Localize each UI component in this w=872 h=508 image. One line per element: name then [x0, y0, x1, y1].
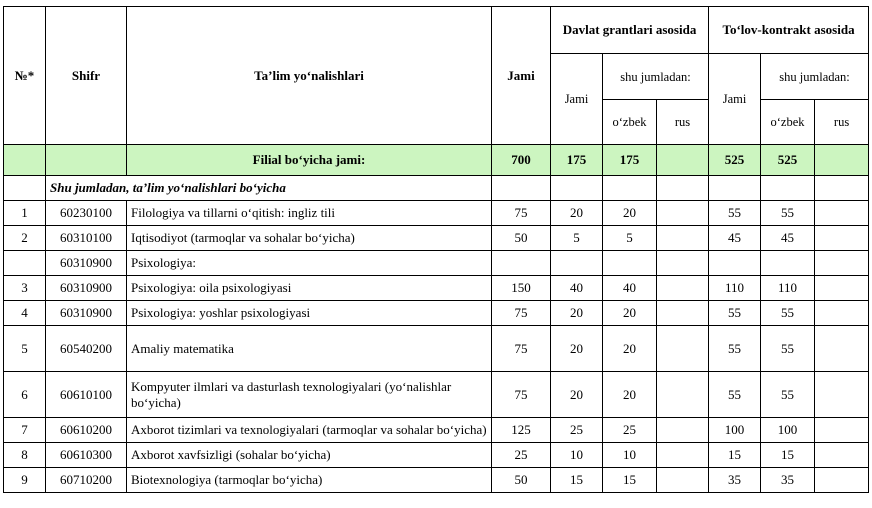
cell-c-uz: 110: [761, 276, 815, 301]
cell-g-ru: [657, 326, 709, 372]
cell-code: 60230100: [46, 201, 127, 226]
cell-c-ru: [815, 418, 869, 443]
summary-contract-ru: [815, 145, 869, 176]
cell-name: Psixologiya: yoshlar psixologiyasi: [127, 301, 492, 326]
cell-g-total: [551, 251, 603, 276]
cell-num: [4, 251, 46, 276]
cell-total: 50: [492, 468, 551, 493]
cell-num: 7: [4, 418, 46, 443]
cell-c-ru: [815, 468, 869, 493]
cell-name: Amaliy matematika: [127, 326, 492, 372]
cell-g-ru: [657, 276, 709, 301]
cell-c-uz: 55: [761, 201, 815, 226]
cell-total: 75: [492, 326, 551, 372]
cell-g-uz: 40: [603, 276, 657, 301]
header-contract-russian: rus: [815, 100, 869, 145]
cell-num: 1: [4, 201, 46, 226]
cell-c-uz: [761, 251, 815, 276]
cell-name: Psixologiya:: [127, 251, 492, 276]
cell-num: 8: [4, 443, 46, 468]
header-grant-uzbek: o‘zbek: [603, 100, 657, 145]
cell-c-ru: [815, 201, 869, 226]
cell-code: 60310900: [46, 251, 127, 276]
table-row: [4, 443, 869, 468]
cell-g-uz: [603, 251, 657, 276]
cell-name: Iqtisodiyot (tarmoqlar va sohalar bo‘yicha): [127, 226, 492, 251]
cell-g-uz: 20: [603, 301, 657, 326]
header-total: Jami: [492, 7, 551, 145]
cell-g-total: 20: [551, 372, 603, 418]
header-num: №*: [4, 7, 46, 145]
header-grant-group: Davlat grantlari asosida: [551, 7, 709, 54]
cell-g-ru: [657, 468, 709, 493]
cell-c-total: 15: [709, 443, 761, 468]
table-row: [4, 251, 869, 276]
cell-c-total: 100: [709, 418, 761, 443]
cell-c-uz: 100: [761, 418, 815, 443]
cell-code: 60610100: [46, 372, 127, 418]
summary-label: Filial bo‘yicha jami:: [127, 145, 492, 176]
header-contract-including: shu jumladan:: [761, 54, 869, 100]
cell-c-ru: [815, 276, 869, 301]
cell-name: Psixologiya: oila psixologiyasi: [127, 276, 492, 301]
cell-code: 60710200: [46, 468, 127, 493]
header-grant-including: shu jumladan:: [603, 54, 709, 100]
cell-c-uz: 35: [761, 468, 815, 493]
admission-quota-table: [3, 6, 869, 493]
cell-c-uz: 55: [761, 301, 815, 326]
cell-g-ru: [657, 418, 709, 443]
cell-g-total: 40: [551, 276, 603, 301]
header-contract-group: To‘lov-kontrakt asosida: [709, 7, 869, 54]
cell-g-uz: 10: [603, 443, 657, 468]
cell-g-total: 15: [551, 468, 603, 493]
cell-g-ru: [657, 372, 709, 418]
cell-g-uz: 20: [603, 326, 657, 372]
cell-name: Biotexnologiya (tarmoqlar bo‘yicha): [127, 468, 492, 493]
cell-g-ru: [657, 443, 709, 468]
cell-c-total: 45: [709, 226, 761, 251]
cell-g-ru: [657, 301, 709, 326]
cell-num: 3: [4, 276, 46, 301]
cell-name: Filologiya va tillarni o‘qitish: ingliz tili: [127, 201, 492, 226]
table-row: [4, 301, 869, 326]
table-row: [4, 468, 869, 493]
cell-g-total: 5: [551, 226, 603, 251]
cell-g-ru: [657, 251, 709, 276]
cell-c-ru: [815, 326, 869, 372]
cell-g-total: 25: [551, 418, 603, 443]
cell-code: 60310100: [46, 226, 127, 251]
cell-c-ru: [815, 372, 869, 418]
summary-total: 700: [492, 145, 551, 176]
cell-c-uz: 55: [761, 326, 815, 372]
cell-c-total: 110: [709, 276, 761, 301]
cell-total: 75: [492, 372, 551, 418]
cell-c-total: 55: [709, 201, 761, 226]
table-row: [4, 201, 869, 226]
summary-grant-ru: [657, 145, 709, 176]
cell-total: 50: [492, 226, 551, 251]
cell-g-uz: 20: [603, 201, 657, 226]
cell-num: 2: [4, 226, 46, 251]
cell-num: 5: [4, 326, 46, 372]
table-row: [4, 276, 869, 301]
cell-g-total: 20: [551, 201, 603, 226]
cell-c-total: 35: [709, 468, 761, 493]
cell-c-uz: 15: [761, 443, 815, 468]
cell-g-uz: 25: [603, 418, 657, 443]
cell-num: 6: [4, 372, 46, 418]
cell-c-total: 55: [709, 372, 761, 418]
cell-c-uz: 45: [761, 226, 815, 251]
table-row: [4, 372, 869, 418]
header-code: Shifr: [46, 7, 127, 145]
cell-c-ru: [815, 226, 869, 251]
header-field: Ta’lim yo‘nalishlari: [127, 7, 492, 145]
summary-grant-total: 175: [551, 145, 603, 176]
cell-code: 60540200: [46, 326, 127, 372]
cell-code: 60610200: [46, 418, 127, 443]
cell-total: 150: [492, 276, 551, 301]
cell-c-total: 55: [709, 301, 761, 326]
cell-c-ru: [815, 443, 869, 468]
cell-c-total: 55: [709, 326, 761, 372]
summary-grant-uz: 175: [603, 145, 657, 176]
cell-c-ru: [815, 301, 869, 326]
cell-total: 25: [492, 443, 551, 468]
cell-g-uz: 15: [603, 468, 657, 493]
header-contract-uzbek: o‘zbek: [761, 100, 815, 145]
cell-g-ru: [657, 226, 709, 251]
cell-name: Axborot xavfsizligi (sohalar bo‘yicha): [127, 443, 492, 468]
header-contract-total: Jami: [709, 54, 761, 145]
cell-num: 4: [4, 301, 46, 326]
cell-total: 75: [492, 201, 551, 226]
cell-g-total: 10: [551, 443, 603, 468]
cell-code: 60310900: [46, 276, 127, 301]
cell-name: Kompyuter ilmlari va dasturlash texnologiyalari (yo‘nalishlar bo‘yicha): [127, 372, 492, 418]
cell-name: Axborot tizimlari va texnologiyalari (tarmoqlar va sohalar bo‘yicha): [127, 418, 492, 443]
cell-c-uz: 55: [761, 372, 815, 418]
cell-g-total: 20: [551, 326, 603, 372]
cell-code: 60610300: [46, 443, 127, 468]
section-row: [4, 176, 869, 201]
cell-num: 9: [4, 468, 46, 493]
summary-contract-total: 525: [709, 145, 761, 176]
section-label: Shu jumladan, ta’lim yo‘nalishlari bo‘yicha: [46, 176, 492, 201]
cell-c-ru: [815, 251, 869, 276]
cell-g-ru: [657, 201, 709, 226]
summary-contract-uz: 525: [761, 145, 815, 176]
cell-g-uz: 20: [603, 372, 657, 418]
cell-g-total: 20: [551, 301, 603, 326]
cell-total: 75: [492, 301, 551, 326]
table-row: [4, 326, 869, 372]
header-grant-russian: rus: [657, 100, 709, 145]
summary-row: [4, 145, 869, 176]
cell-total: 125: [492, 418, 551, 443]
cell-total: [492, 251, 551, 276]
cell-g-uz: 5: [603, 226, 657, 251]
cell-c-total: [709, 251, 761, 276]
cell-code: 60310900: [46, 301, 127, 326]
header-grant-total: Jami: [551, 54, 603, 145]
table-row: [4, 226, 869, 251]
table-row: [4, 418, 869, 443]
